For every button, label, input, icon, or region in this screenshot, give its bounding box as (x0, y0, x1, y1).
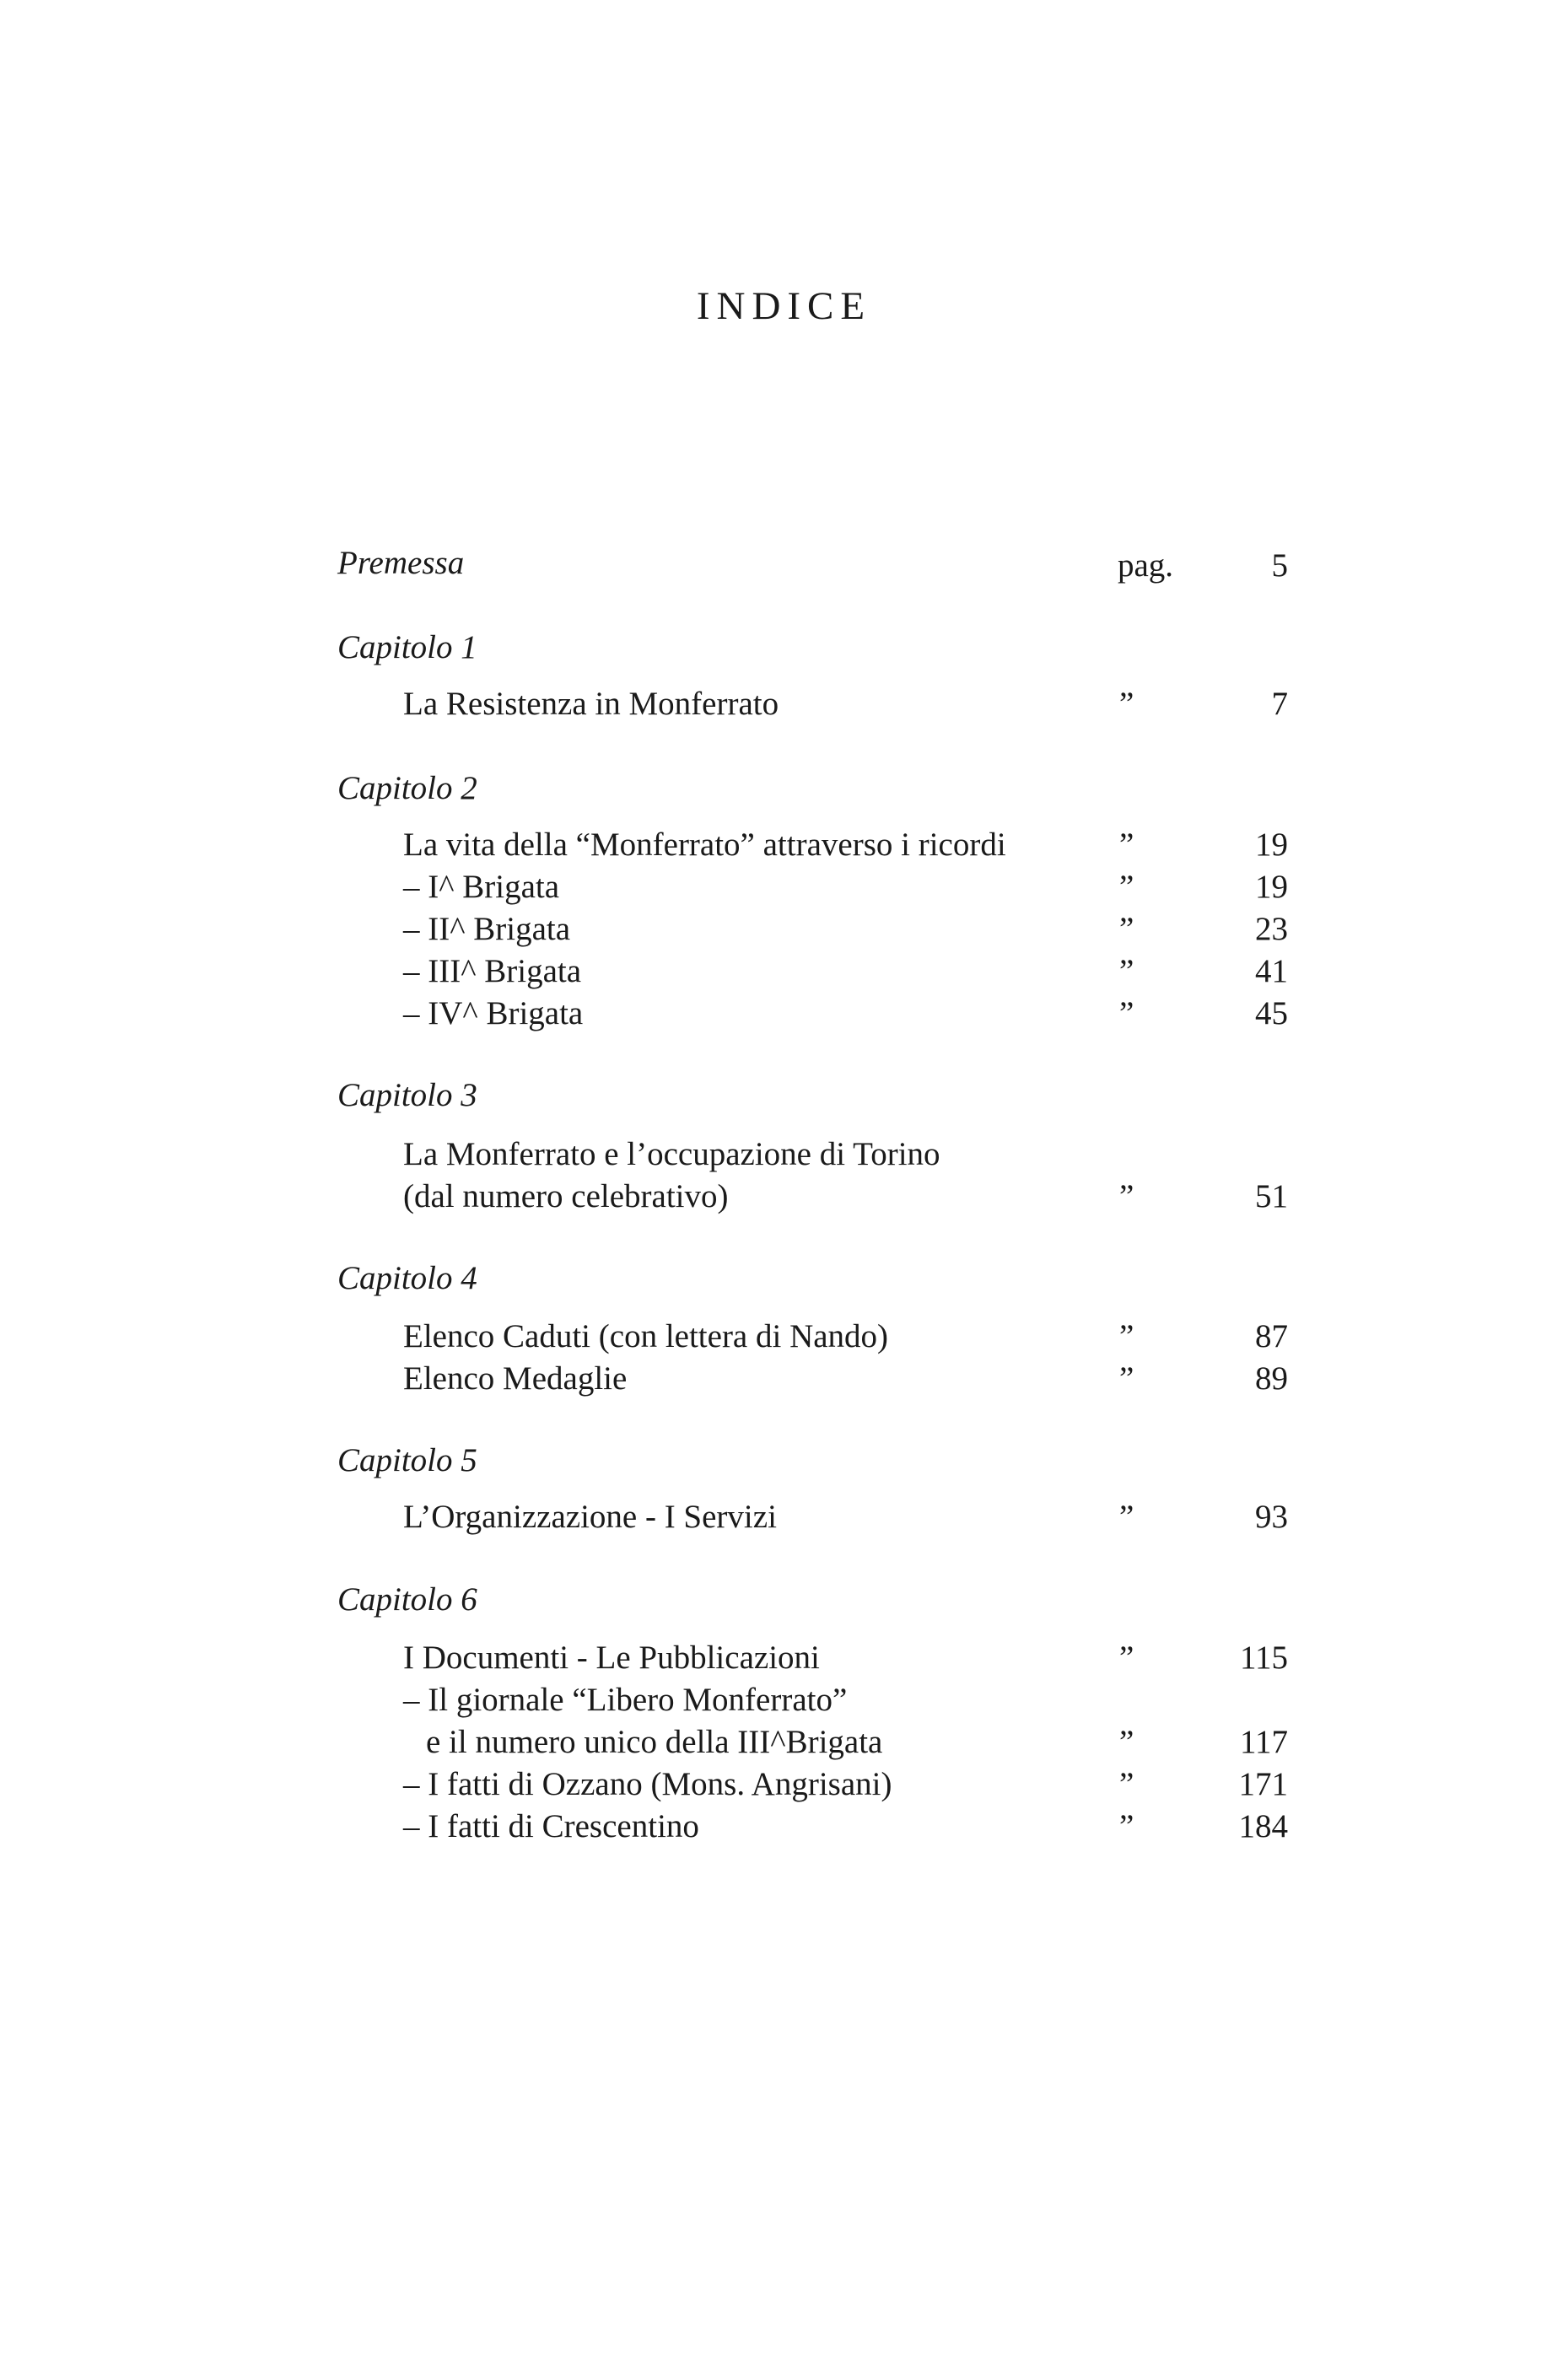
ditto-mark: ” (1119, 1360, 1134, 1397)
ditto-mark: ” (1119, 1318, 1134, 1354)
index-entry: – I fatti di Ozzano (Mons. Angrisani) (403, 1766, 892, 1802)
index-entry: – Il giornale “Libero Monferrato” (403, 1682, 848, 1718)
index-entry: – I^ Brigata (403, 869, 560, 905)
ditto-mark: ” (1119, 686, 1134, 722)
page-number: 19 (1255, 869, 1288, 905)
ditto-mark: ” (1119, 995, 1134, 1031)
index-title: INDICE (696, 284, 872, 328)
index-entry: Elenco Caduti (con lettera di Nando) (403, 1318, 889, 1354)
ditto-mark: ” (1119, 1499, 1134, 1535)
ditto-mark: ” (1119, 869, 1134, 905)
chapter-heading: Capitolo 1 (337, 629, 477, 665)
chapter-heading: Capitolo 3 (337, 1077, 477, 1113)
index-entry: e il numero unico della III^Brigata (426, 1724, 883, 1760)
index-entry: – I fatti di Crescentino (403, 1808, 699, 1844)
page-number: 115 (1239, 1640, 1288, 1676)
page-number: 117 (1239, 1724, 1288, 1760)
page-number: 5 (1271, 547, 1288, 584)
ditto-mark: ” (1119, 911, 1134, 947)
page-number: 19 (1255, 827, 1288, 863)
index-entry: La Monferrato e l’occupazione di Torino (403, 1136, 940, 1172)
page-number: 45 (1255, 995, 1288, 1031)
page-abbreviation: pag. (1118, 547, 1174, 584)
page-number: 93 (1255, 1499, 1288, 1535)
ditto-mark: ” (1119, 1808, 1134, 1844)
chapter-heading: Capitolo 2 (337, 770, 477, 806)
index-entry: La vita della “Monferrato” attraverso i ricordi (403, 827, 1006, 863)
index-entry: Elenco Medaglie (403, 1360, 628, 1397)
page-number: 23 (1255, 911, 1288, 947)
page-number: 89 (1255, 1360, 1288, 1397)
index-entry: L’Organizzazione - I Servizi (403, 1499, 777, 1535)
ditto-mark: ” (1119, 827, 1134, 863)
chapter-heading: Capitolo 5 (337, 1442, 477, 1478)
chapter-heading: Capitolo 4 (337, 1260, 477, 1296)
index-entry: – II^ Brigata (403, 911, 571, 947)
page-number: 184 (1238, 1808, 1288, 1844)
page-number: 171 (1238, 1766, 1288, 1802)
page-number: 51 (1255, 1178, 1288, 1214)
chapter-heading: Capitolo 6 (337, 1581, 477, 1618)
index-entry: – IV^ Brigata (403, 995, 584, 1031)
index-entry: (dal numero celebrativo) (403, 1178, 729, 1214)
index-entry: I Documenti - Le Pubblicazioni (403, 1640, 820, 1676)
ditto-mark: ” (1119, 1766, 1134, 1802)
premessa-heading: Premessa (337, 545, 465, 581)
ditto-mark: ” (1119, 953, 1134, 989)
ditto-mark: ” (1119, 1640, 1134, 1676)
index-entry: La Resistenza in Monferrato (403, 686, 779, 722)
page-number: 41 (1255, 953, 1288, 989)
ditto-mark: ” (1119, 1724, 1134, 1760)
page-number: 7 (1271, 686, 1288, 722)
page-number: 87 (1255, 1318, 1288, 1354)
index-entry: – III^ Brigata (403, 953, 582, 989)
ditto-mark: ” (1119, 1178, 1134, 1214)
